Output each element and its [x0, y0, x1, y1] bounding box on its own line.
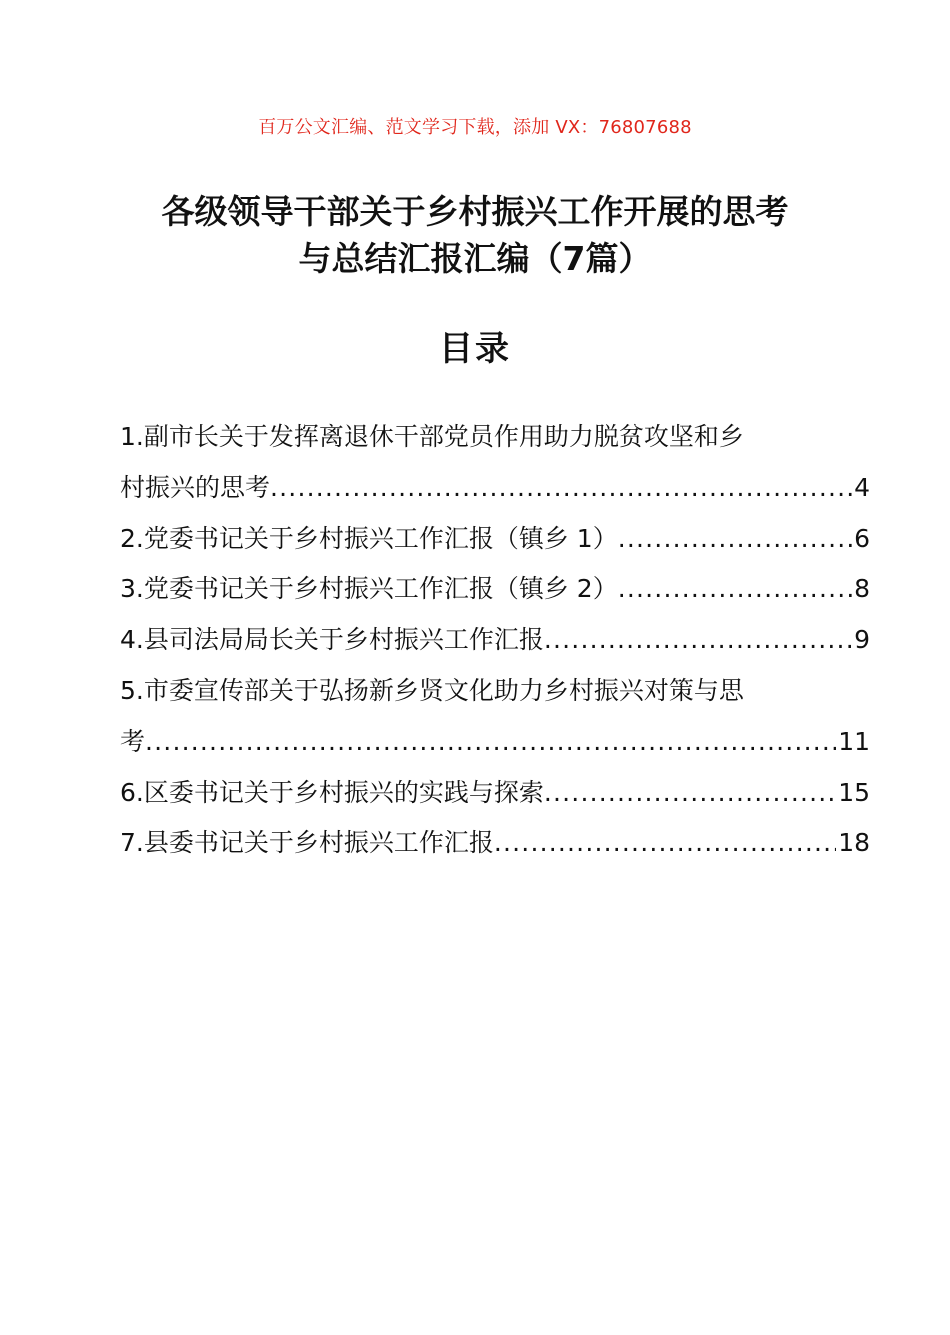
toc-item-text: 4.县司法局局长关于乡村振兴工作汇报: [120, 625, 544, 655]
toc-heading: 目录: [439, 329, 511, 369]
toc-item-4[interactable]: [120, 615, 870, 666]
watermark-text: 百万公文汇编、范文学习下载，添加 VX：76807688: [258, 117, 692, 138]
toc-item-text: 5.市委宣传部关于弘扬新乡贤文化助力乡村振兴对策与思: [120, 675, 744, 705]
toc-page-number: 6: [854, 523, 870, 553]
toc-leader-dots: [494, 818, 836, 869]
toc-leader-dots: [618, 564, 852, 615]
toc-item-text: 2.党委书记关于乡村振兴工作汇报（镇乡 1）: [120, 523, 618, 553]
toc-leader-dots: [270, 463, 852, 514]
toc-item-text: 考: [120, 726, 146, 756]
toc-leader-dots: [544, 768, 836, 819]
toc-item-5-line-1[interactable]: [120, 666, 870, 717]
toc-leader-dots: [544, 615, 852, 666]
toc-item-text: 6.区委书记关于乡村振兴的实践与探索: [120, 777, 544, 807]
toc-leader-dots: [618, 514, 852, 565]
toc-item-2[interactable]: [120, 514, 870, 565]
toc-page-number: 15: [838, 777, 870, 807]
toc-item-text: 7.县委书记关于乡村振兴工作汇报: [120, 828, 494, 858]
title-line-2: 与总结汇报汇编（7篇）: [298, 239, 652, 278]
toc-page-number: 18: [838, 828, 870, 858]
table-of-contents: [120, 412, 870, 869]
toc-item-6[interactable]: [120, 768, 870, 819]
toc-page-number: 11: [838, 726, 870, 756]
toc-item-1-line-1[interactable]: [120, 412, 870, 463]
title-line-1: 各级领导干部关于乡村振兴工作开展的思考: [161, 192, 789, 231]
toc-item-text: 村振兴的思考: [120, 472, 271, 502]
toc-item-5-line-2[interactable]: [120, 717, 870, 768]
toc-page-number: 4: [854, 472, 870, 502]
toc-page-number: 9: [854, 625, 870, 655]
toc-item-7[interactable]: [120, 818, 870, 869]
toc-item-text: 1.副市长关于发挥离退休干部党员作用助力脱贫攻坚和乡: [120, 422, 744, 451]
toc-item-1-line-2[interactable]: [120, 463, 870, 514]
toc-item-3[interactable]: [120, 564, 870, 615]
toc-leader-dots: [145, 717, 836, 768]
toc-page-number: 8: [854, 574, 870, 604]
toc-item-text: 3.党委书记关于乡村振兴工作汇报（镇乡 2）: [120, 574, 618, 604]
document-title: [60, 188, 890, 282]
